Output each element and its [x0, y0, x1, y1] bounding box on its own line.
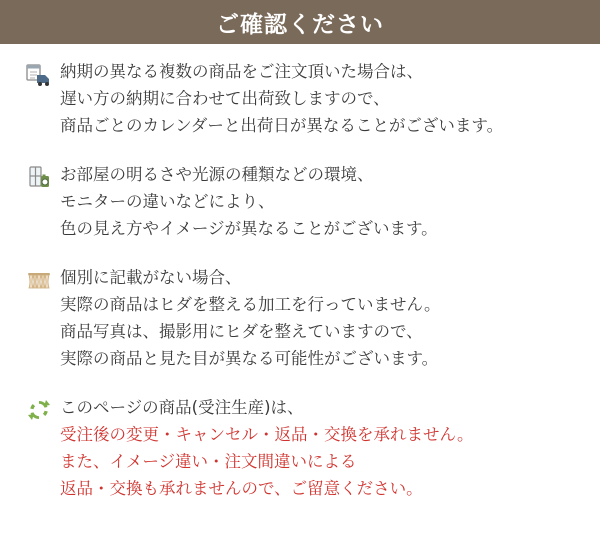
notice-content — [0, 44, 600, 502]
notice-block — [18, 58, 582, 139]
notice-line: 色の見え方やイメージが異なることがございます。 — [60, 219, 438, 238]
icon-wrapper — [18, 58, 60, 88]
notice-text — [60, 264, 582, 372]
notice-line: 実際の商品と見た目が異なる可能性がございます。 — [60, 349, 439, 368]
notice-line-warning: 受注後の変更・キャンセル・返品・交換を承れません。 — [60, 425, 474, 444]
notice-block — [18, 264, 582, 372]
curtain-pleat-icon — [26, 268, 52, 294]
notice-line: 商品写真は、撮影用にヒダを整えていますので、 — [60, 322, 423, 341]
page-title: ご確認ください — [216, 11, 384, 38]
icon-wrapper — [18, 394, 60, 422]
notice-text — [60, 58, 582, 139]
notice-text — [60, 394, 582, 502]
notice-line: 遅い方の納期に合わせて出荷致しますので、 — [60, 89, 390, 108]
notice-line-warning: 返品・交換も承れませんので、ご留意ください。 — [60, 479, 423, 498]
icon-wrapper — [18, 264, 60, 294]
notice-line: 商品ごとのカレンダーと出荷日が異なることがございます。 — [60, 116, 504, 135]
notice-block — [18, 394, 582, 502]
notice-line: 実際の商品はヒダを整える加工を行っていません。 — [60, 295, 441, 314]
notice-line: 個別に記載がない場合、 — [60, 268, 242, 287]
notice-block — [18, 161, 582, 242]
window-light-icon — [26, 165, 52, 191]
refresh-arrows-icon — [27, 398, 51, 422]
notice-text — [60, 161, 582, 242]
notice-line: このページの商品(受注生産)は、 — [60, 398, 304, 417]
notice-line-warning: また、イメージ違い・注文間違いによる — [60, 452, 357, 471]
notice-line: お部屋の明るさや光源の種類などの環境、 — [60, 165, 374, 184]
icon-wrapper — [18, 161, 60, 191]
notice-line: 納期の異なる複数の商品をご注文頂いた場合は、 — [60, 62, 423, 81]
calendar-truck-icon — [26, 62, 52, 88]
notice-line: モニターの違いなどにより、 — [60, 192, 275, 211]
page-header — [0, 0, 600, 44]
